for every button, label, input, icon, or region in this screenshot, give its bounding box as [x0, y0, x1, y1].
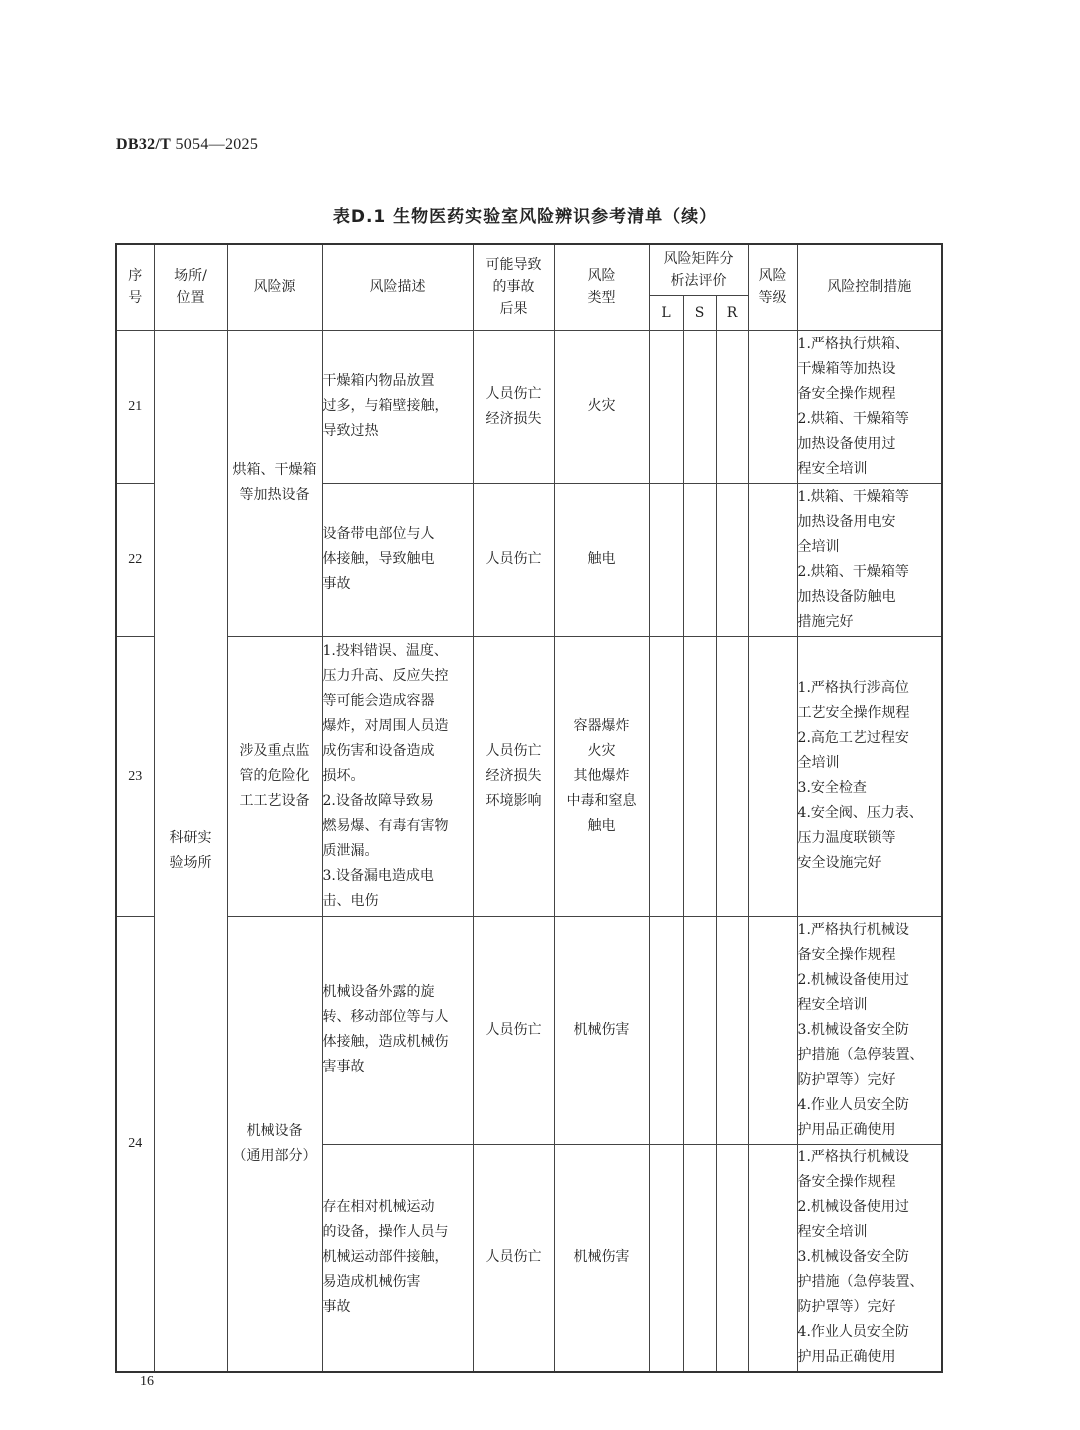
score-S: [683, 1144, 716, 1372]
risk-description: 1.投料错误、温度、 压力升高、反应失控 等可能会造成容器 爆炸，对周围人员造 成伤害和设备造成 损坏。 2.设备故障导致易 燃易爆、有毒有害物 质泄漏。 3.设备漏电造成电 击、电伤: [322, 636, 473, 916]
header-description: 风险描述: [322, 244, 473, 330]
table-row: [116, 636, 942, 916]
risk-type: 容器爆炸 火灾 其他爆炸 中毒和窒息 触电: [554, 636, 649, 916]
header-matrix: 风险矩阵分 析法评价: [649, 244, 748, 295]
score-R: [716, 636, 748, 916]
risk-description: 机械设备外露的旋 转、移动部位等与人 体接触，造成机械伤 害事故: [322, 916, 473, 1144]
header-consequence: 可能导致 的事故 后果: [473, 244, 554, 330]
consequence: 人员伤亡 经济损失: [473, 330, 554, 483]
control-measures: 1.严格执行涉高位 工艺安全操作规程 2.高危工艺过程安 全培训 3.安全检查 4.安全阀、压力表、 压力温度联锁等 安全设施完好: [797, 636, 942, 916]
table-row: [116, 330, 942, 483]
risk-description: 干燥箱内物品放置 过多，与箱壁接触， 导致过热: [322, 330, 473, 483]
risk-type: 火灾: [554, 330, 649, 483]
header-level: 风险 等级: [748, 244, 797, 330]
consequence: 人员伤亡: [473, 483, 554, 636]
score-R: [716, 916, 748, 1144]
score-L: [649, 916, 683, 1144]
row-seq: 24: [116, 916, 154, 1372]
risk-description: 存在相对机械运动 的设备，操作人员与 机械运动部件接触， 易造成机械伤害 事故: [322, 1144, 473, 1372]
control-measures: 1.严格执行机械设 备安全操作规程 2.机械设备使用过 程安全培训 3.机械设备安全防 护措施（急停装置、 防护罩等）完好 4.作业人员安全防 护用品正确使用: [797, 1144, 942, 1372]
row-seq: 22: [116, 483, 154, 636]
consequence: 人员伤亡: [473, 916, 554, 1144]
document-code-prefix: DB32/T: [116, 136, 172, 153]
score-R: [716, 483, 748, 636]
score-S: [683, 916, 716, 1144]
score-S: [683, 636, 716, 916]
risk-level: [748, 330, 797, 483]
header-measures: 风险控制措施: [797, 244, 942, 330]
control-measures: 1.严格执行烘箱、 干燥箱等加热设 备安全操作规程 2.烘箱、干燥箱等 加热设备使用过 程安全培训: [797, 330, 942, 483]
header-source: 风险源: [227, 244, 322, 330]
header-location: 场所/ 位置: [154, 244, 227, 330]
score-S: [683, 330, 716, 483]
header-S: S: [683, 295, 716, 330]
score-L: [649, 636, 683, 916]
location-cell: 科研实 验场所: [154, 330, 227, 1372]
risk-type: 触电: [554, 483, 649, 636]
risk-source: 机械设备 （通用部分）: [227, 916, 322, 1372]
document-code-number: 5054—2025: [171, 136, 259, 153]
header-seq: 序 号: [116, 244, 154, 330]
control-measures: 1.烘箱、干燥箱等 加热设备用电安 全培训 2.烘箱、干燥箱等 加热设备防触电 措施完好: [797, 483, 942, 636]
score-L: [649, 483, 683, 636]
document-code: [116, 136, 258, 154]
header-R: R: [716, 295, 748, 330]
risk-level: [748, 483, 797, 636]
risk-type: 机械伤害: [554, 1144, 649, 1372]
header-L: L: [649, 295, 683, 330]
table-row: [116, 916, 942, 1144]
page-number: 16: [140, 1374, 154, 1389]
score-R: [716, 330, 748, 483]
score-S: [683, 483, 716, 636]
row-seq: 21: [116, 330, 154, 483]
risk-table: [115, 243, 943, 1373]
risk-level: [748, 916, 797, 1144]
risk-level: [748, 636, 797, 916]
score-R: [716, 1144, 748, 1372]
control-measures: 1.严格执行机械设 备安全操作规程 2.机械设备使用过 程安全培训 3.机械设备安全防 护措施（急停装置、 防护罩等）完好 4.作业人员安全防 护用品正确使用: [797, 916, 942, 1144]
score-L: [649, 330, 683, 483]
risk-type: 机械伤害: [554, 916, 649, 1144]
row-seq: 23: [116, 636, 154, 916]
table-title: 表D.1 生物医药实验室风险辨识参考清单（续）: [332, 207, 718, 227]
consequence: 人员伤亡: [473, 1144, 554, 1372]
risk-level: [748, 1144, 797, 1372]
consequence: 人员伤亡 经济损失 环境影响: [473, 636, 554, 916]
risk-description: 设备带电部位与人 体接触，导致触电 事故: [322, 483, 473, 636]
header-type: 风险 类型: [554, 244, 649, 330]
score-L: [649, 1144, 683, 1372]
risk-source: 烘箱、干燥箱 等加热设备: [227, 330, 322, 636]
risk-source: 涉及重点监 管的危险化 工工艺设备: [227, 636, 322, 916]
